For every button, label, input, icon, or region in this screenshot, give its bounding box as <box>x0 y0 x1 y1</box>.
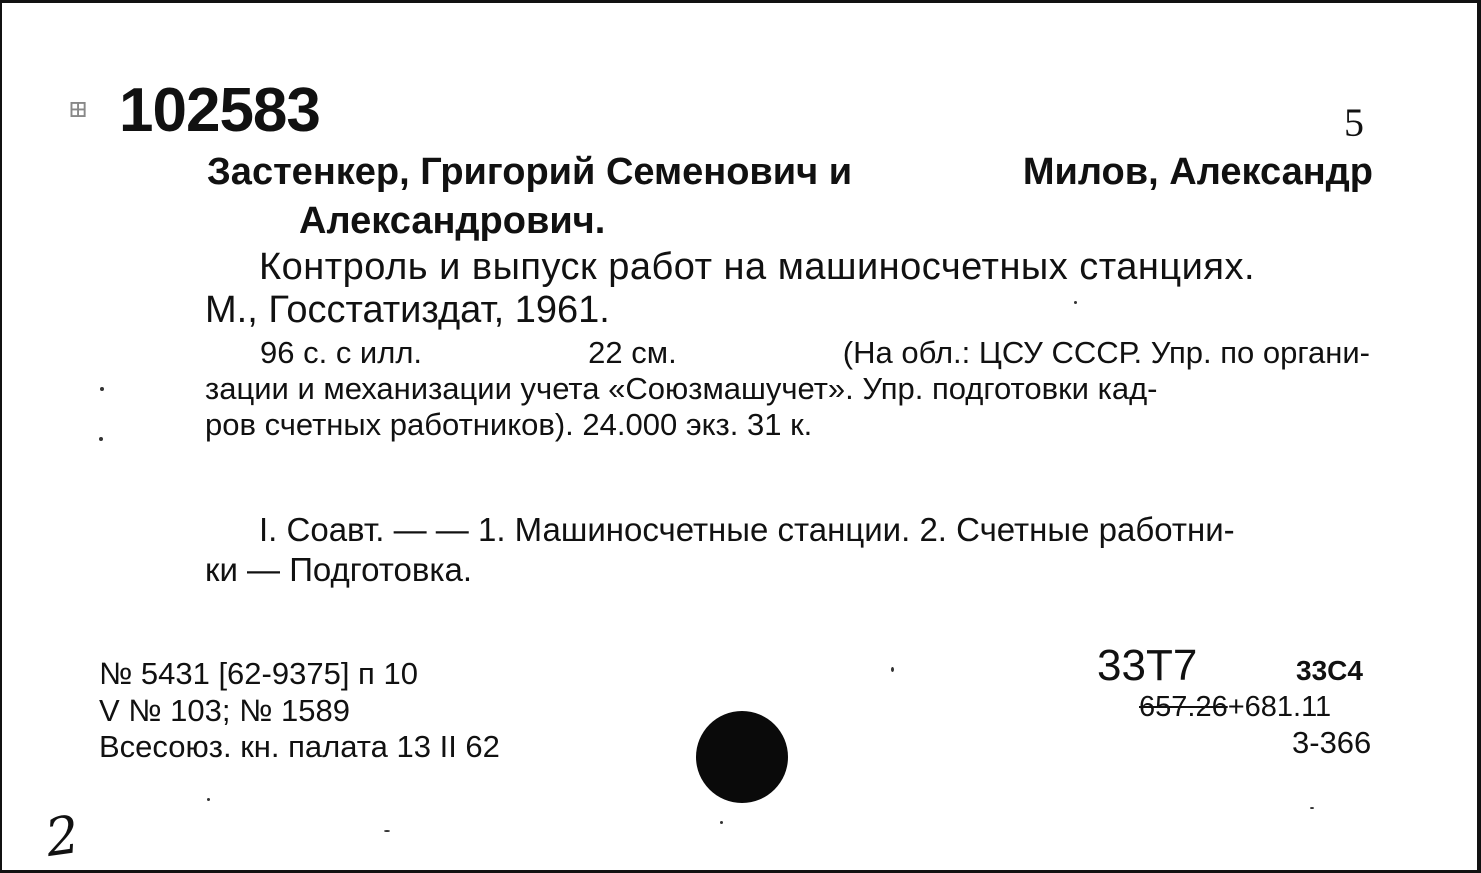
speck <box>100 387 104 391</box>
author-secondary: Милов, Александр <box>1022 151 1373 193</box>
code-33c4: 33С4 <box>1296 655 1363 686</box>
author-primary: Застенкер, Григорий Семенович и <box>207 151 853 193</box>
description-line-1 <box>260 335 1370 371</box>
code-3366: 3-366 <box>1292 725 1372 760</box>
accession-number: 102583 <box>119 76 320 145</box>
catalog-line-2: V № 103; № 1589 <box>99 693 350 728</box>
catalog-line-1: № 5431 [62-9375] п 10 <box>99 656 418 691</box>
code-struck: 657.26 <box>1139 691 1228 723</box>
speck <box>207 798 210 801</box>
description-line-2-text: зации и механизации учета «Союзмашучет». Упр. подготовки кад- <box>205 371 1158 406</box>
speck <box>720 821 723 824</box>
classmark: 33Т7 <box>1097 641 1198 690</box>
authors-line-1 <box>207 151 1373 194</box>
title-line-2: М., Госстатиздат, 1961. <box>205 289 610 331</box>
speck <box>1074 301 1077 304</box>
tracing-line-1 <box>259 511 1370 549</box>
description-line-2 <box>205 371 1370 407</box>
punch-hole <box>696 711 788 803</box>
description-line-3: ров счетных работников). 24.000 экз. 31 к. <box>205 407 813 442</box>
description-pages: 96 с. с илл. <box>260 335 423 370</box>
speck <box>891 667 894 672</box>
description-size: 22 см. <box>588 335 677 370</box>
catalog-line-3: Всесоюз. кн. палата 13 II 62 <box>99 729 500 764</box>
description-note: (На обл.: ЦСУ СССР. Упр. по органи- <box>842 335 1370 370</box>
title-line-1: Контроль и выпуск работ на машиносчетных станциях. <box>259 246 1256 288</box>
tracing-line-2: ки — Подготовка. <box>205 551 473 588</box>
udc-codes <box>1139 691 1331 724</box>
authors-line-2: Александрович. <box>299 200 606 242</box>
speck <box>99 437 103 441</box>
speck <box>384 830 390 832</box>
tracing-line-1-text: I. Соавт. — — 1. Машиносчетные станции. 2. Счетные работни- <box>259 511 1235 548</box>
code-plus: +681.11 <box>1227 691 1332 723</box>
stamp-mark: ⊞ <box>68 97 89 123</box>
page-number: 5 <box>1344 100 1364 145</box>
handwritten-mark: 2 <box>41 804 84 870</box>
speck <box>1310 807 1314 809</box>
